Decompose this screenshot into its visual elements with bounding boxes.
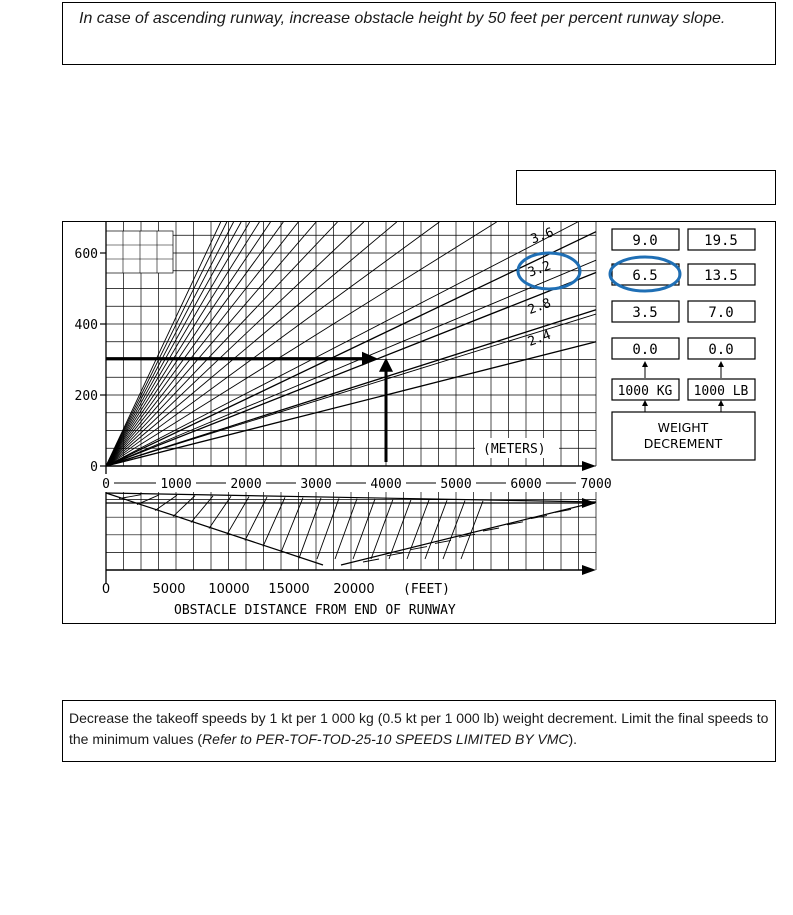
blank-label-box <box>516 170 776 205</box>
meters-tick-label: 4000 <box>370 477 402 492</box>
bottom-note-end: ). <box>568 731 578 747</box>
decrement-kg-value: 0.0 <box>632 342 658 358</box>
chart-labels <box>75 225 612 597</box>
conversion-hatch <box>443 501 465 559</box>
unit-lb-label: 1000 LB <box>693 384 749 399</box>
grid-inset-box <box>106 231 173 273</box>
meters-tick-label: 7000 <box>580 477 612 492</box>
weight-label: WEIGHT <box>657 420 709 435</box>
gradient-label: 2.8 <box>525 295 554 318</box>
weight-decrement-title <box>612 412 755 460</box>
conversion-hatch <box>371 499 393 559</box>
feet-tick-label: 20000 <box>333 582 375 597</box>
decrement-lb-value: 0.0 <box>708 342 734 358</box>
meters-tick-label: 0 <box>102 477 110 492</box>
meters-axis-title: (METERS) <box>483 442 546 457</box>
example-horizontal-arrowhead <box>362 352 378 366</box>
gradient-label: 3.2 <box>525 258 554 281</box>
y-tick-label: 200 <box>74 389 98 404</box>
meters-axis-arrow <box>582 461 596 471</box>
meters-tick-label: 3000 <box>300 477 332 492</box>
conversion-hatch <box>335 499 357 559</box>
guide-line <box>106 222 578 466</box>
y-tick-label: 0 <box>90 460 98 475</box>
decrement-lb-value: 19.5 <box>704 233 738 249</box>
gradient-label: 3.6 <box>528 225 556 248</box>
bottom-note-text <box>69 708 770 750</box>
top-note-text: In case of ascending runway, increase obstacle height by 50 feet per percent runway slope. <box>79 10 726 27</box>
feet-axis-unit: (FEET) <box>403 582 450 597</box>
feet-axis-arrow <box>582 565 596 575</box>
decrement-kg-value: 3.5 <box>632 305 658 321</box>
top-note-box <box>62 2 776 65</box>
conversion-hatch <box>299 498 321 558</box>
feet-tick-label: 10000 <box>208 582 250 597</box>
conversion-hatch <box>407 500 429 559</box>
chart-panel <box>62 221 776 624</box>
bottom-note-box <box>62 700 776 762</box>
decrement-kg-value: 9.0 <box>632 233 658 249</box>
conversion-hatch <box>353 499 375 559</box>
conversion-hatch <box>317 498 339 559</box>
conversion-hatch <box>263 497 285 546</box>
gradient-label: 2.4 <box>525 327 554 350</box>
conversion-hatch <box>425 500 447 559</box>
decrement-label: DECREMENT <box>643 436 723 451</box>
meters-tick-label: 6000 <box>510 477 542 492</box>
unit-kg-label: 1000 KG <box>617 384 673 399</box>
conversion-hatch <box>209 496 231 528</box>
feet-tick-label: 5000 <box>152 582 186 597</box>
y-tick-label: 400 <box>74 318 98 333</box>
conversion-hatch <box>119 495 141 499</box>
decrement-kg-value: 6.5 <box>632 268 658 284</box>
obstacle-chart <box>63 222 776 624</box>
conversion-hatch <box>281 498 303 553</box>
feet-axis-title: OBSTACLE DISTANCE FROM END OF RUNWAY <box>174 603 456 618</box>
feet-tick-label: 15000 <box>268 582 310 597</box>
meters-tick-label: 5000 <box>440 477 472 492</box>
conversion-hatch <box>461 501 483 559</box>
decrement-lb-value: 7.0 <box>708 305 734 321</box>
feet-tick-label: 0 <box>101 582 111 597</box>
y-tick-label: 600 <box>74 247 98 262</box>
decrement-lb-value: 13.5 <box>704 268 738 284</box>
meters-tick-label: 1000 <box>160 477 192 492</box>
bottom-note-reference: Refer to PER-TOF-TOD-25-10 SPEEDS LIMITED BY VMC <box>202 731 569 747</box>
bottom-note-plain: Decrease the takeoff speeds by 1 kt per 1 000 kg (0.5 kt per 1 000 lb) weight decrement. Limit the final speeds to the minimum values ( <box>69 710 769 747</box>
meters-tick-label: 2000 <box>230 477 262 492</box>
